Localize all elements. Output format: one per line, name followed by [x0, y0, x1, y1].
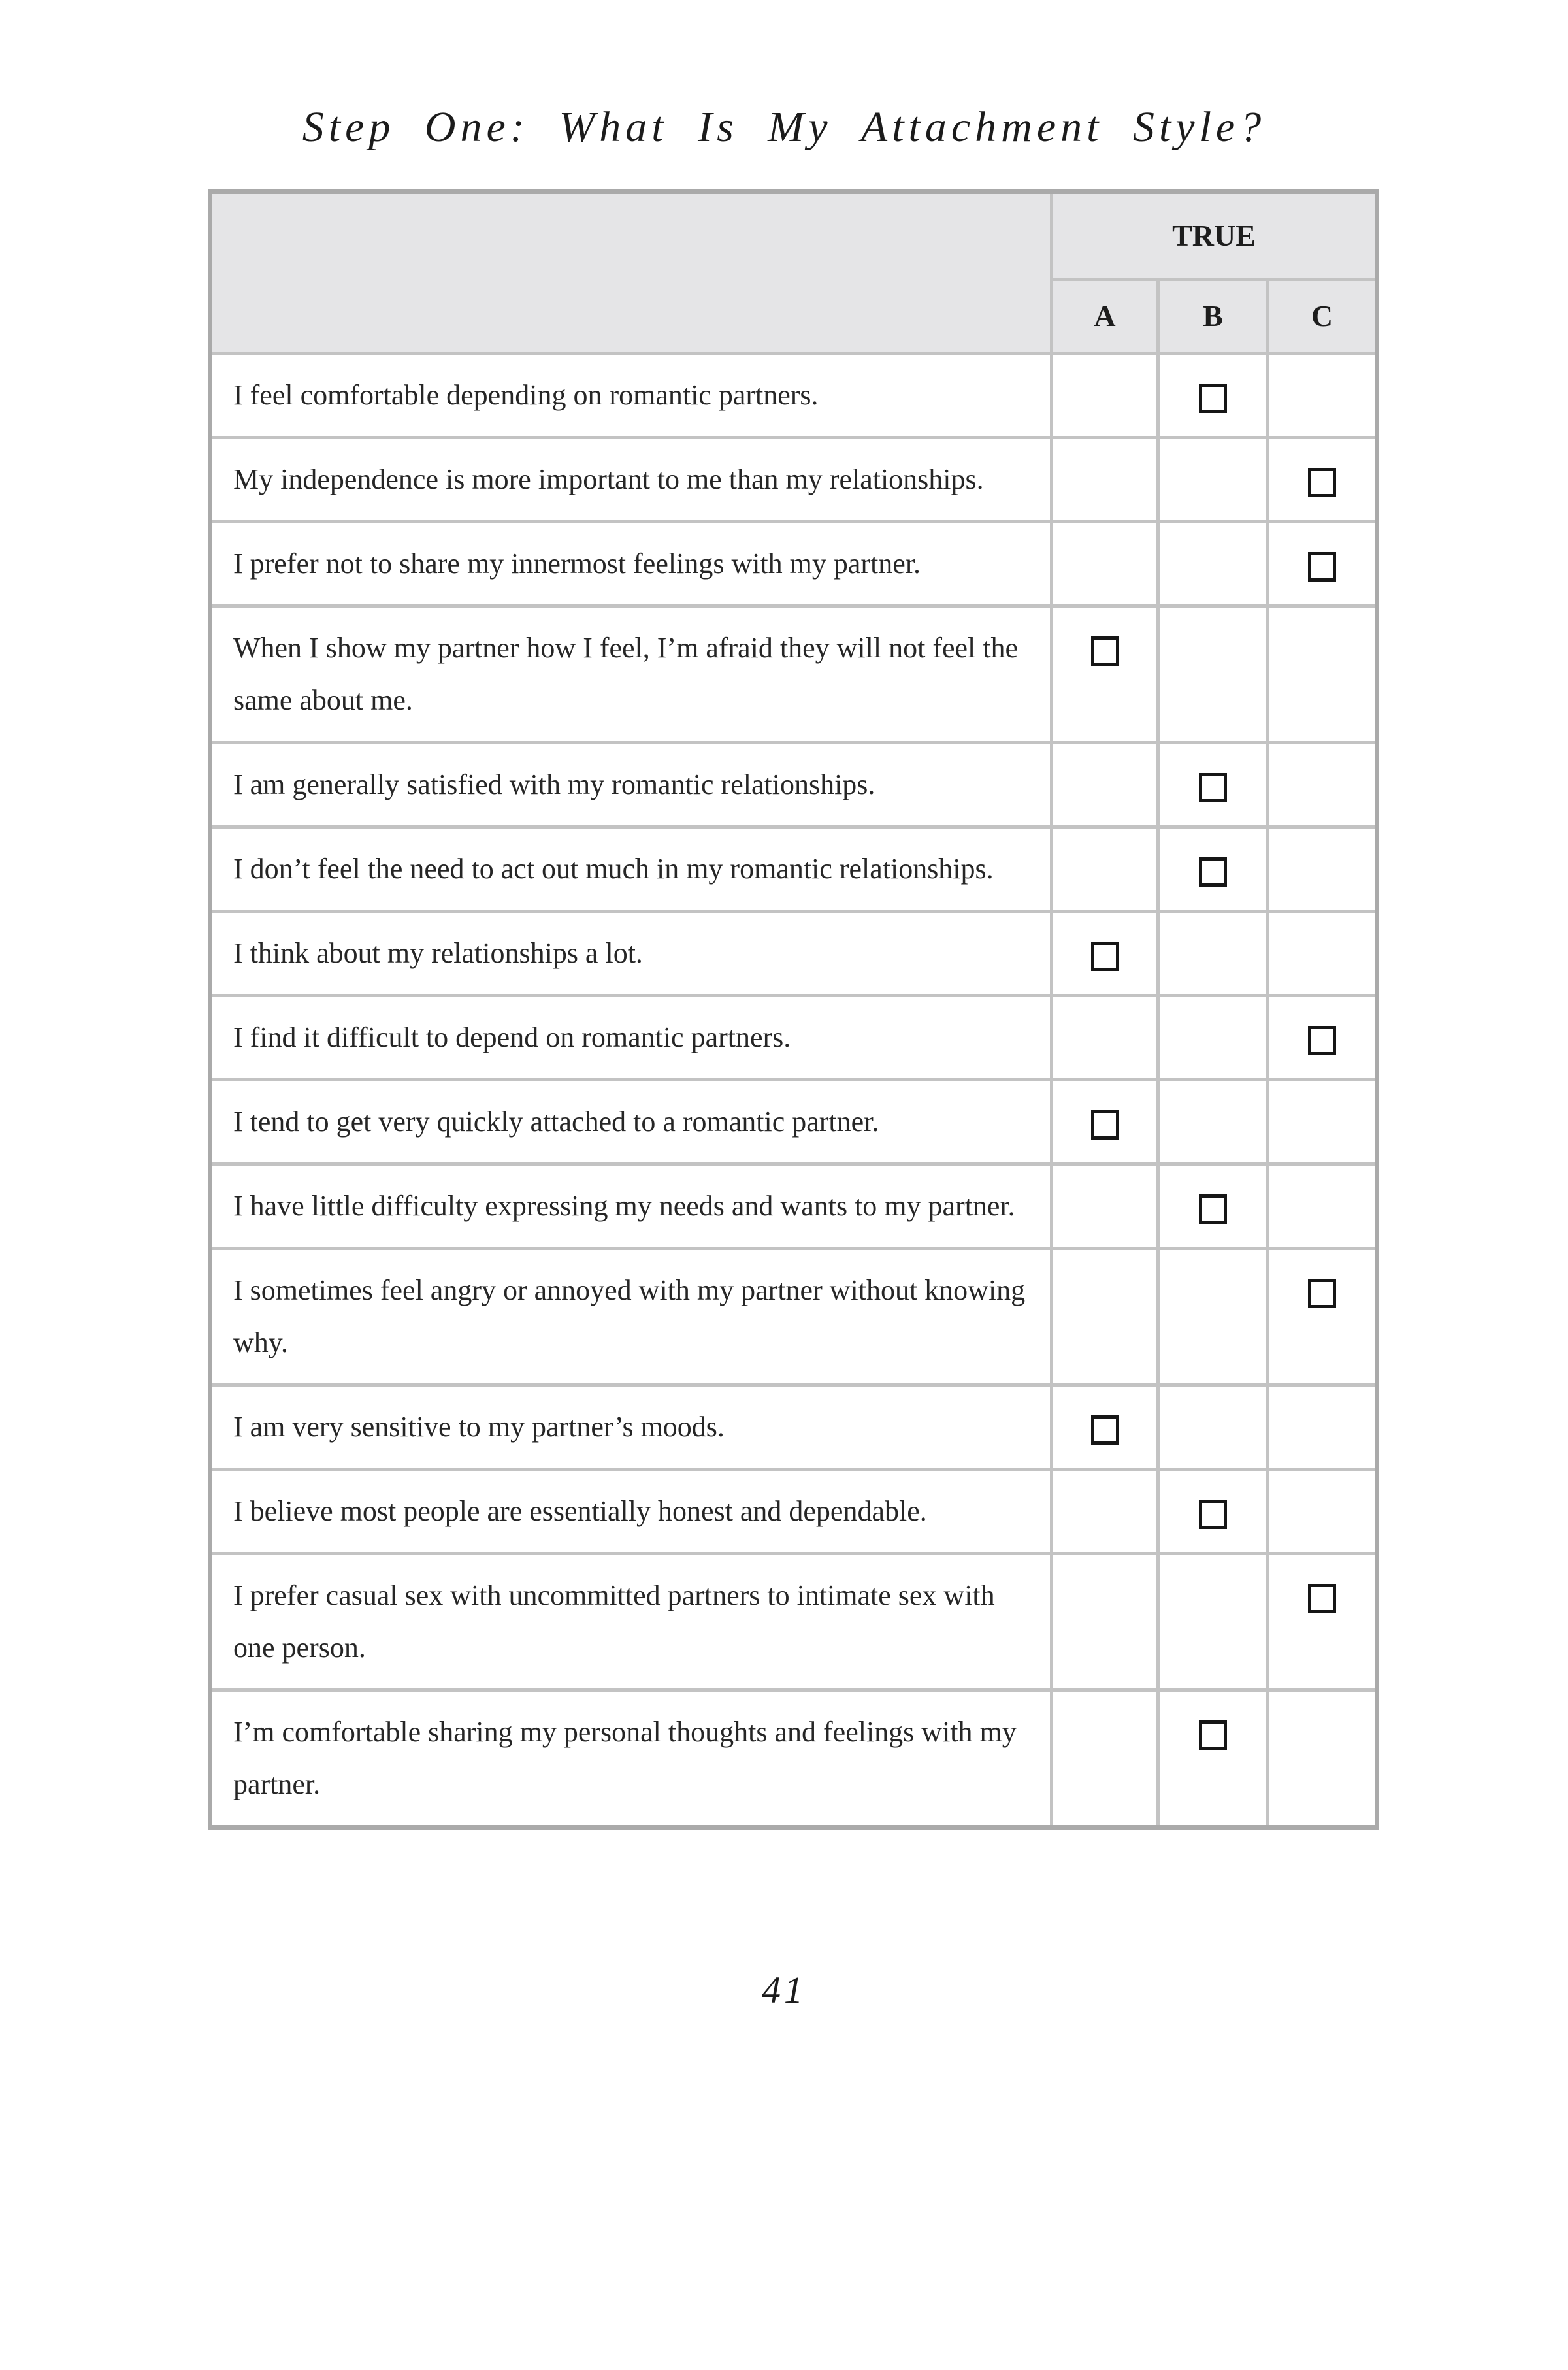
statement-cell: My independence is more important to me than my relationships. — [210, 438, 1052, 522]
statement-cell: I think about my relationships a lot. — [210, 912, 1052, 996]
answer-cell-b — [1158, 743, 1268, 827]
table-row — [210, 996, 1377, 1080]
answer-cell-c — [1268, 996, 1377, 1080]
page-title: Step One: What Is My Attachment Style? — [302, 103, 1266, 151]
answer-cell-c — [1268, 1164, 1377, 1249]
statement-cell: I have little difficulty expressing my needs and wants to my partner. — [210, 1164, 1052, 1249]
checkbox-icon — [1091, 1110, 1119, 1140]
checkbox-icon — [1199, 1720, 1227, 1750]
checkbox-icon — [1199, 1500, 1227, 1529]
answer-cell-a — [1052, 1080, 1158, 1164]
true-header-cell: TRUE — [1052, 192, 1377, 280]
answer-cell-b — [1158, 354, 1268, 438]
answer-cell-b — [1158, 1164, 1268, 1249]
table-row — [210, 522, 1377, 606]
statement-cell: I prefer casual sex with uncommitted partners to intimate sex with one person. — [210, 1554, 1052, 1690]
answer-cell-b — [1158, 996, 1268, 1080]
statement-cell: When I show my partner how I feel, I’m afraid they will not feel the same about me. — [210, 606, 1052, 743]
table-row — [210, 912, 1377, 996]
statement-cell: I am very sensitive to my partner’s moods. — [210, 1385, 1052, 1470]
answer-cell-a — [1052, 1385, 1158, 1470]
answer-cell-c — [1268, 1385, 1377, 1470]
statement-cell: I am generally satisfied with my romantic relationships. — [210, 743, 1052, 827]
answer-cell-c — [1268, 1080, 1377, 1164]
answer-cell-a — [1052, 912, 1158, 996]
answer-cell-b — [1158, 827, 1268, 912]
answer-cell-b — [1158, 912, 1268, 996]
answer-cell-a — [1052, 827, 1158, 912]
checkbox-icon — [1199, 384, 1227, 413]
answer-cell-a — [1052, 522, 1158, 606]
answer-cell-a — [1052, 354, 1158, 438]
answer-cell-a — [1052, 438, 1158, 522]
corner-cell — [210, 192, 1052, 354]
answer-cell-a — [1052, 743, 1158, 827]
checkbox-icon — [1308, 1279, 1336, 1308]
answer-cell-b — [1158, 1470, 1268, 1554]
answer-cell-a — [1052, 996, 1158, 1080]
column-header-a: A — [1052, 280, 1158, 354]
table-row — [210, 1690, 1377, 1828]
answer-cell-c — [1268, 827, 1377, 912]
checkbox-icon — [1308, 468, 1336, 497]
table-header — [210, 192, 1377, 354]
statement-cell: I feel comfortable depending on romantic partners. — [210, 354, 1052, 438]
table-row — [210, 354, 1377, 438]
checkbox-icon — [1308, 552, 1336, 582]
checkbox-icon — [1091, 636, 1119, 666]
table-row — [210, 743, 1377, 827]
checkbox-icon — [1091, 942, 1119, 971]
checkbox-icon — [1199, 1194, 1227, 1224]
answer-cell-c — [1268, 1470, 1377, 1554]
statement-cell: I don’t feel the need to act out much in my romantic relationships. — [210, 827, 1052, 912]
group-header-row — [210, 192, 1377, 280]
table-row — [210, 1164, 1377, 1249]
answer-cell-b — [1158, 1690, 1268, 1828]
checkbox-icon — [1199, 773, 1227, 802]
statement-cell: I’m comfortable sharing my personal thoughts and feelings with my partner. — [210, 1690, 1052, 1828]
answer-cell-c — [1268, 1554, 1377, 1690]
answer-cell-c — [1268, 743, 1377, 827]
answer-cell-a — [1052, 1249, 1158, 1385]
answer-cell-c — [1268, 1249, 1377, 1385]
statement-cell: I tend to get very quickly attached to a romantic partner. — [210, 1080, 1052, 1164]
checkbox-icon — [1308, 1026, 1336, 1055]
answer-cell-c — [1268, 354, 1377, 438]
checkbox-icon — [1199, 857, 1227, 887]
statement-cell: I find it difficult to depend on romantic partners. — [210, 996, 1052, 1080]
answer-cell-c — [1268, 912, 1377, 996]
answer-cell-b — [1158, 1554, 1268, 1690]
attachment-style-table — [208, 189, 1379, 1830]
answer-cell-a — [1052, 1690, 1158, 1828]
answer-cell-a — [1052, 1164, 1158, 1249]
table-row — [210, 1385, 1377, 1470]
table-body — [210, 354, 1377, 1828]
table-row — [210, 1249, 1377, 1385]
column-header-b: B — [1158, 280, 1268, 354]
table-row — [210, 606, 1377, 743]
column-header-c: C — [1268, 280, 1377, 354]
checkbox-icon — [1091, 1415, 1119, 1445]
table-row — [210, 1470, 1377, 1554]
answer-cell-b — [1158, 1080, 1268, 1164]
table-row — [210, 827, 1377, 912]
table-row — [210, 1080, 1377, 1164]
answer-cell-c — [1268, 522, 1377, 606]
table-row — [210, 438, 1377, 522]
answer-cell-b — [1158, 1385, 1268, 1470]
answer-cell-b — [1158, 438, 1268, 522]
answer-cell-c — [1268, 606, 1377, 743]
answer-cell-c — [1268, 1690, 1377, 1828]
answer-cell-a — [1052, 606, 1158, 743]
answer-cell-b — [1158, 522, 1268, 606]
answer-cell-b — [1158, 606, 1268, 743]
statement-cell: I believe most people are essentially honest and dependable. — [210, 1470, 1052, 1554]
answer-cell-a — [1052, 1554, 1158, 1690]
checkbox-icon — [1308, 1584, 1336, 1613]
statement-cell: I sometimes feel angry or annoyed with my partner without knowing why. — [210, 1249, 1052, 1385]
statement-cell: I prefer not to share my innermost feelings with my partner. — [210, 522, 1052, 606]
page-number: 41 — [762, 1969, 806, 2011]
answer-cell-a — [1052, 1470, 1158, 1554]
answer-cell-b — [1158, 1249, 1268, 1385]
answer-cell-c — [1268, 438, 1377, 522]
table-row — [210, 1554, 1377, 1690]
